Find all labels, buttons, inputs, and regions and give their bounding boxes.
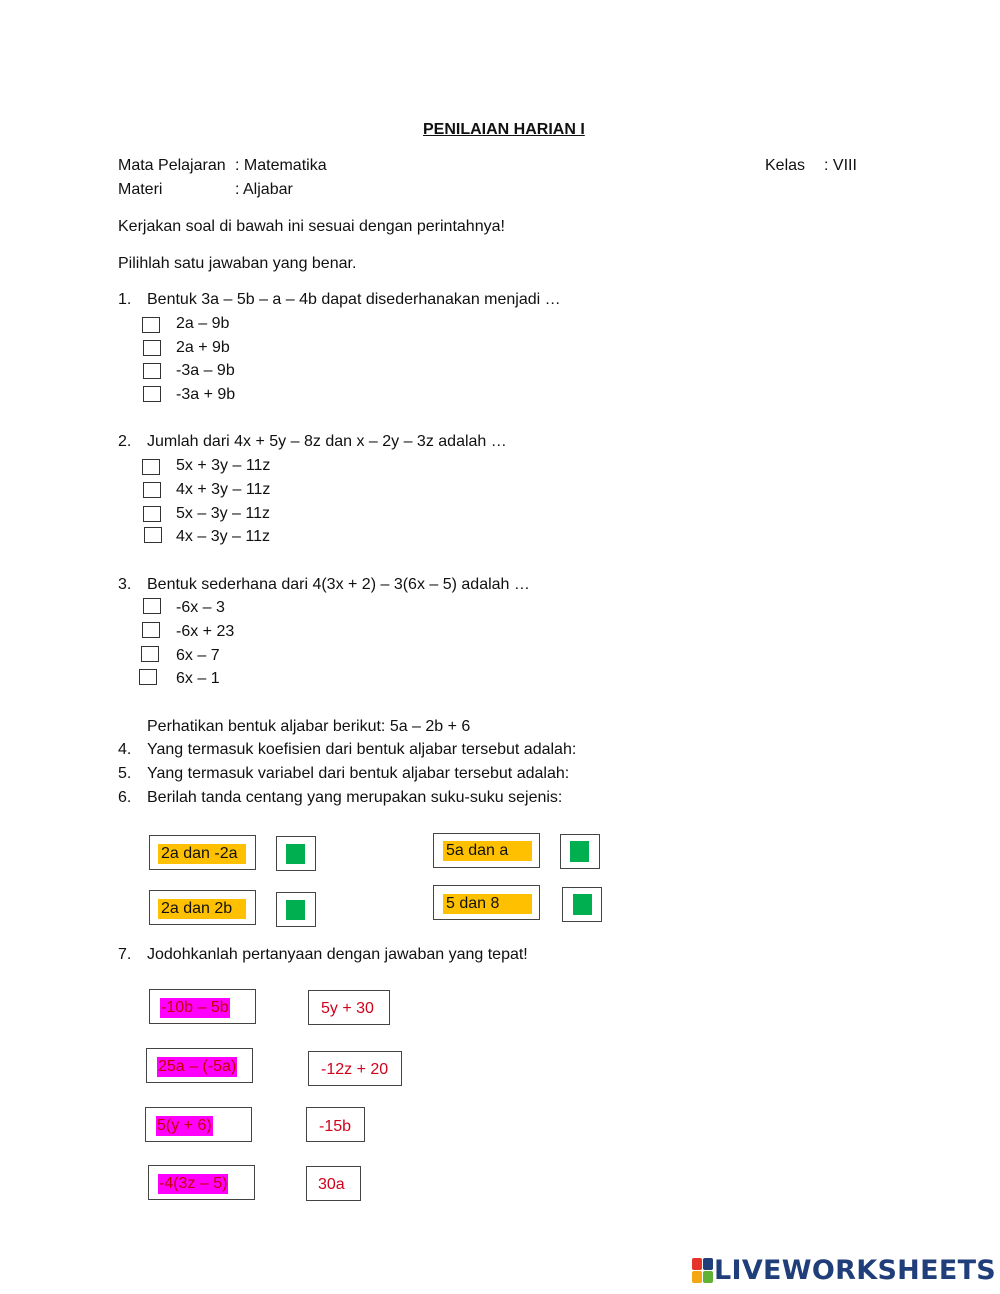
expression-intro: Perhatikan bentuk aljabar berikut: 5a – 2b + 6: [147, 718, 471, 735]
question-number: 1.: [118, 291, 132, 308]
check-fill: [286, 900, 305, 920]
option-checkbox[interactable]: [139, 669, 157, 685]
option-label: -6x – 3: [176, 599, 225, 616]
topic-label: Materi: [118, 181, 163, 198]
option-checkbox[interactable]: [143, 482, 161, 498]
match-question: -10b – 5b: [161, 999, 229, 1016]
question-text: Yang termasuk koefisien dari bentuk aljabar tersebut adalah:: [147, 741, 577, 758]
question-number: 5.: [118, 765, 132, 782]
match-question: 5(y + 6): [157, 1117, 212, 1134]
option-label: 6x – 1: [176, 670, 220, 687]
option-label: 5x – 3y – 11z: [176, 505, 270, 522]
check-fill: [286, 844, 305, 864]
topic-value: : Aljabar: [235, 181, 293, 198]
liveworksheets-logo: [692, 1255, 996, 1285]
match-answer: 5y + 30: [321, 1000, 374, 1017]
option-label: 2a + 9b: [176, 339, 230, 356]
question-text: Bentuk sederhana dari 4(3x + 2) – 3(6x – 5) adalah …: [147, 576, 530, 593]
question-text: Yang termasuk variabel dari bentuk aljabar tersebut adalah:: [147, 765, 570, 782]
like-term-label: 5a dan a: [443, 841, 532, 861]
question-number: 4.: [118, 741, 132, 758]
subject-value: : Matematika: [235, 157, 327, 174]
brand-name: LIVEWORKSHEETS: [714, 1254, 997, 1286]
option-checkbox[interactable]: [143, 363, 161, 379]
question-text: Bentuk 3a – 5b – a – 4b dapat disederhanakan menjadi …: [147, 291, 561, 308]
option-label: 4x – 3y – 11z: [176, 528, 270, 545]
match-answer: 30a: [318, 1176, 345, 1193]
instruction-2: Pilihlah satu jawaban yang benar.: [118, 255, 357, 272]
option-label: -3a – 9b: [176, 362, 235, 379]
like-term-label: 2a dan 2b: [158, 899, 246, 919]
option-checkbox[interactable]: [142, 459, 160, 475]
like-term-label: 5 dan 8: [443, 894, 532, 914]
subject-label: Mata Pelajaran: [118, 157, 226, 174]
match-question: -4(3z – 5): [159, 1175, 228, 1192]
option-label: 2a – 9b: [176, 315, 230, 332]
page-title: PENILAIAN HARIAN I: [423, 121, 585, 138]
option-checkbox[interactable]: [143, 340, 161, 356]
question-number: 3.: [118, 576, 132, 593]
option-checkbox[interactable]: [143, 386, 161, 402]
check-fill: [573, 894, 592, 915]
check-fill: [570, 841, 589, 862]
option-checkbox[interactable]: [143, 506, 161, 522]
match-question: 25a – (-5a): [158, 1058, 237, 1075]
question-number: 6.: [118, 789, 132, 806]
option-checkbox[interactable]: [143, 598, 161, 614]
match-answer: -15b: [319, 1118, 352, 1135]
option-label: 4x + 3y – 11z: [176, 481, 271, 498]
like-term-label: 2a dan -2a: [158, 844, 246, 864]
option-label: -3a + 9b: [176, 386, 236, 403]
option-label: 6x – 7: [176, 647, 220, 664]
option-checkbox[interactable]: [141, 646, 159, 662]
question-number: 7.: [118, 946, 132, 963]
option-label: -6x + 23: [176, 623, 235, 640]
brand-icon: [692, 1258, 712, 1282]
question-text: Berilah tanda centang yang merupakan suku-suku sejenis:: [147, 789, 563, 806]
question-text: Jodohkanlah pertanyaan dengan jawaban yang tepat!: [147, 946, 528, 963]
option-checkbox[interactable]: [144, 527, 162, 543]
option-checkbox[interactable]: [142, 622, 160, 638]
class-value: : VIII: [824, 157, 857, 174]
question-text: Jumlah dari 4x + 5y – 8z dan x – 2y – 3z adalah …: [147, 433, 507, 450]
option-checkbox[interactable]: [142, 317, 160, 333]
question-number: 2.: [118, 433, 132, 450]
class-label: Kelas: [765, 157, 806, 174]
instruction-1: Kerjakan soal di bawah ini sesuai dengan perintahnya!: [118, 218, 505, 235]
match-answer: -12z + 20: [321, 1061, 389, 1078]
option-label: 5x + 3y – 11z: [176, 457, 271, 474]
